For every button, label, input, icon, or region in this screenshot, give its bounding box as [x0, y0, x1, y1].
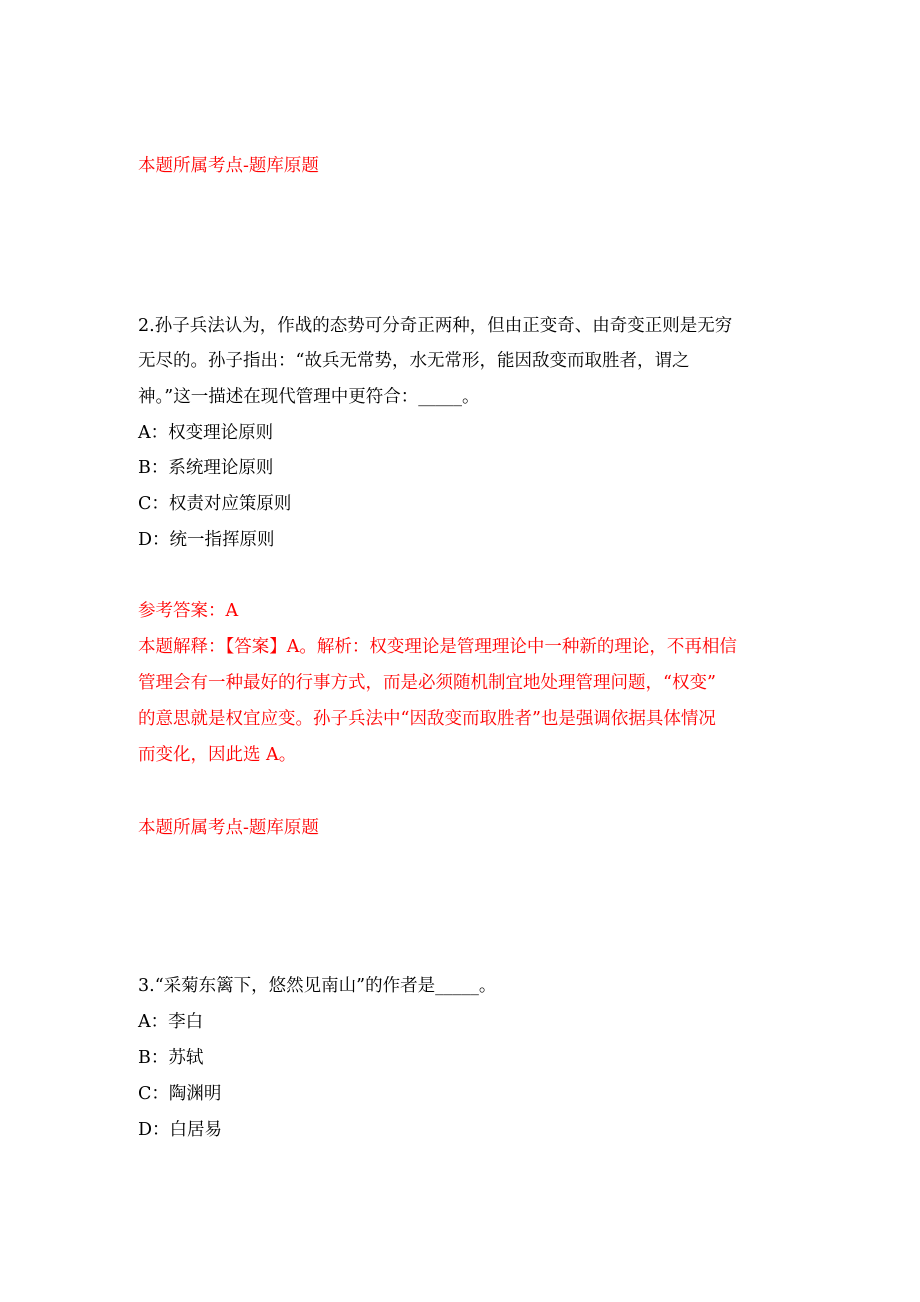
question-stem: 3.“采菊东篱下，悠然见南山”的作者是_____。	[138, 976, 497, 996]
option-c: C：陶渊明	[138, 1084, 222, 1104]
option-b: B：苏轼	[138, 1048, 204, 1068]
option-d: D：统一指挥原则	[138, 530, 275, 550]
option-a: A：李白	[138, 1012, 204, 1032]
question-stem-line: 2.孙子兵法认为，作战的态势可分奇正两种，但由正变奇、由奇变正则是无穷	[138, 316, 733, 336]
source-tag: 本题所属考点-题库原题	[138, 818, 319, 838]
option-c: C：权责对应策原则	[138, 494, 292, 514]
option-d: D：白居易	[138, 1120, 223, 1140]
source-tag: 本题所属考点-题库原题	[138, 156, 319, 176]
option-b: B：系统理论原则	[138, 458, 274, 478]
explanation-line: 而变化，因此选 A。	[138, 745, 297, 765]
question-stem-line: 神。”这一描述在现代管理中更符合：_____。	[138, 387, 480, 407]
explanation-line: 管理会有一种最好的行事方式，而是必须随机制宜地处理管理问题，“权变”	[138, 673, 716, 693]
question-stem-line: 无尽的。孙子指出：“故兵无常势，水无常形，能因敌变而取胜者，谓之	[138, 351, 690, 371]
explanation-line: 的意思就是权宜应变。孙子兵法中“因敌变而取胜者”也是强调依据具体情况	[138, 709, 716, 729]
explanation-line: 本题解释：【答案】A。解析：权变理论是管理理论中一种新的理论，不再相信	[138, 637, 737, 657]
reference-answer: 参考答案：A	[138, 601, 239, 621]
option-a: A：权变理论原则	[138, 423, 274, 443]
